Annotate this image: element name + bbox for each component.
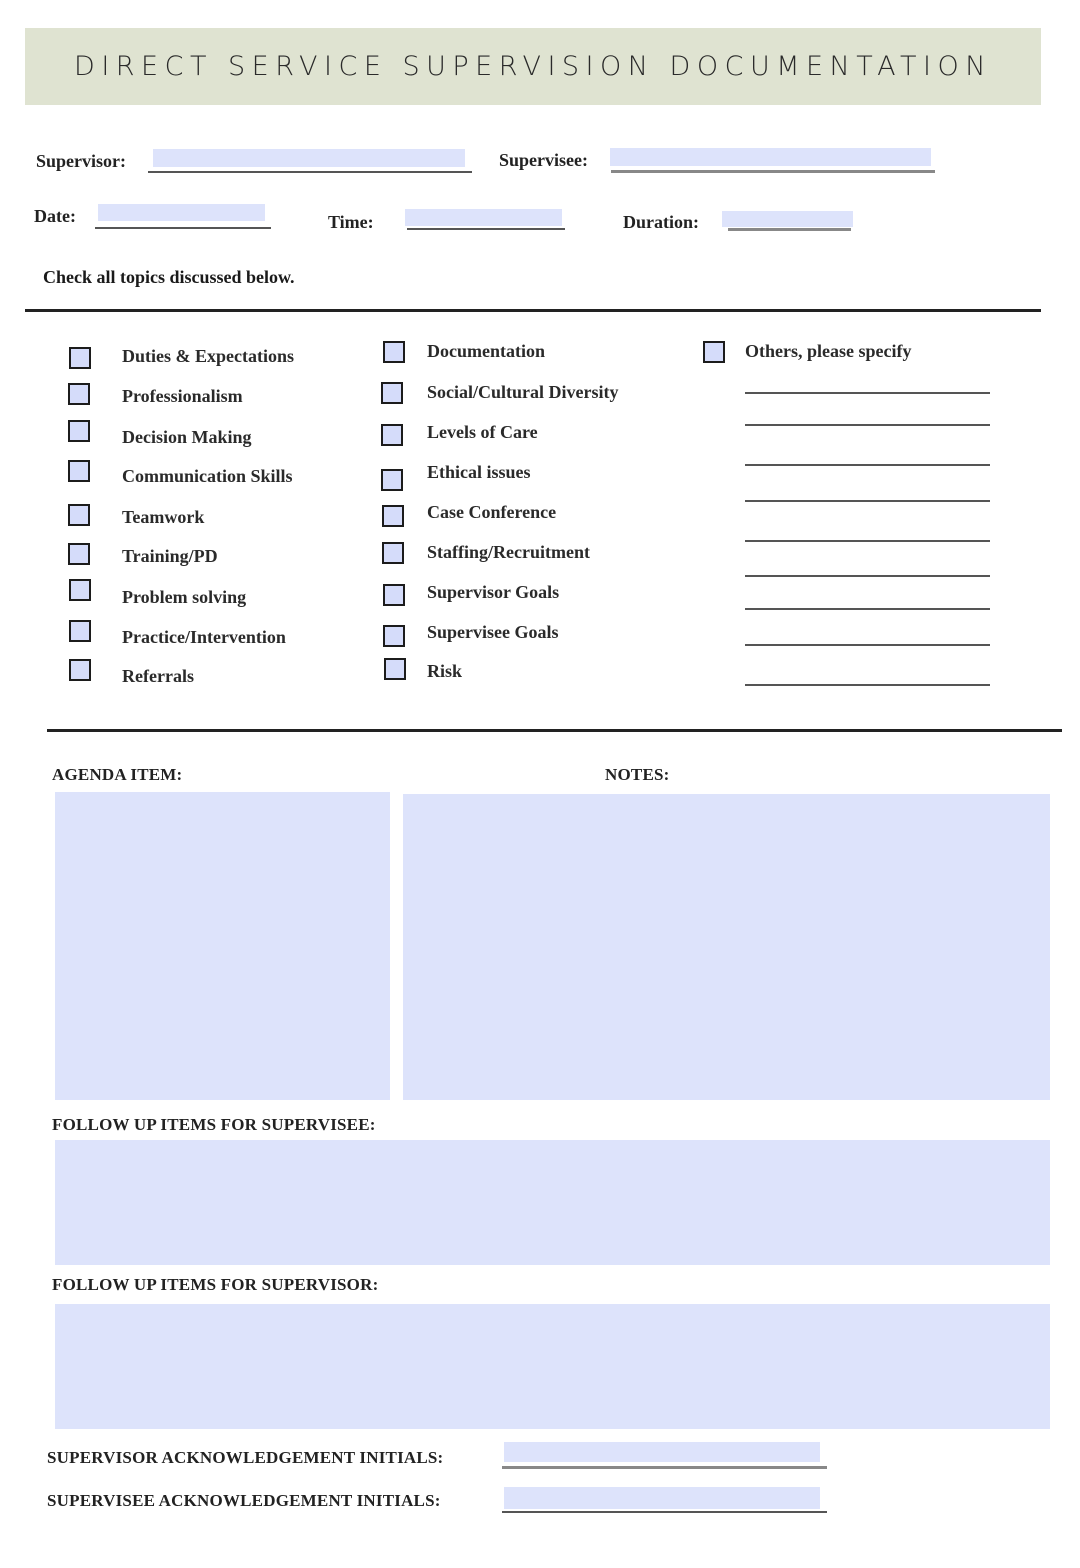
topic-label: Duties & Expectations [122,346,294,366]
checkbox-documentation[interactable] [383,341,405,363]
topic-label: Supervisee Goals [427,622,559,642]
checkbox-decision-making[interactable] [68,420,90,442]
supervisee-initials-underline [502,1511,827,1513]
agenda-item-label: AGENDA ITEM: [52,765,183,784]
topic-label: Referrals [122,666,194,686]
checkbox-social-cultural-diversity[interactable] [381,382,403,404]
specify-line[interactable] [745,684,990,686]
checkbox-others[interactable] [703,341,725,363]
supervisee-initials-field[interactable] [504,1487,820,1509]
duration-field[interactable] [722,211,853,227]
checkbox-supervisor-goals[interactable] [383,584,405,606]
topic-label: Ethical issues [427,462,531,482]
time-underline [407,228,565,230]
duration-underline [728,228,851,231]
followup-supervisor-label: FOLLOW UP ITEMS FOR SUPERVISOR: [52,1275,379,1294]
supervisor-initials-underline [502,1466,827,1469]
followup-supervisee-textarea[interactable] [55,1140,1050,1265]
checkbox-referrals[interactable] [69,659,91,681]
followup-supervisor-textarea[interactable] [55,1304,1050,1429]
specify-line[interactable] [745,464,990,466]
checkbox-duties-expectations[interactable] [69,347,91,369]
topic-label: Staffing/Recruitment [427,542,590,562]
topics-instruction: Check all topics discussed below. [43,267,295,287]
checkbox-case-conference[interactable] [382,505,404,527]
supervisor-initials-field[interactable] [504,1442,820,1462]
specify-line[interactable] [745,644,990,646]
specify-line[interactable] [745,424,990,426]
checkbox-ethical-issues[interactable] [381,469,403,491]
duration-label: Duration: [623,212,699,232]
topic-label: Practice/Intervention [122,627,286,647]
specify-line[interactable] [745,540,990,542]
title-banner [25,28,1041,105]
topic-label: Social/Cultural Diversity [427,382,619,402]
supervisee-label: Supervisee: [499,150,588,170]
topic-label: Others, please specify [745,341,912,361]
topic-label: Risk [427,661,463,681]
specify-line[interactable] [745,500,990,502]
agenda-item-textarea[interactable] [55,792,390,1100]
document-title: DIRECT SERVICE SUPERVISION DOCUMENTATION [74,51,992,82]
specify-line[interactable] [745,392,990,394]
notes-textarea[interactable] [403,794,1050,1100]
topic-label: Professionalism [122,386,243,406]
checkbox-risk[interactable] [384,658,406,680]
topic-label: Supervisor Goals [427,582,560,602]
topic-label: Problem solving [122,587,247,607]
checkbox-training-pd[interactable] [68,543,90,565]
checkbox-staffing-recruitment[interactable] [382,542,404,564]
supervisor-label: Supervisor: [36,151,126,171]
topic-label: Training/PD [122,546,218,566]
checkbox-problem-solving[interactable] [69,579,91,601]
topic-label: Case Conference [427,502,557,522]
checkbox-teamwork[interactable] [68,504,90,526]
topic-label: Communication Skills [122,466,293,486]
supervisee-initials-label: SUPERVISEE ACKNOWLEDGEMENT INITIALS: [47,1491,441,1510]
checkbox-supervisee-goals[interactable] [383,625,405,647]
divider-middle [47,729,1062,732]
notes-label: NOTES: [605,765,670,784]
checkbox-communication-skills[interactable] [68,460,90,482]
followup-supervisee-label: FOLLOW UP ITEMS FOR SUPERVISEE: [52,1115,376,1134]
supervisor-underline [148,171,472,173]
supervisor-initials-label: SUPERVISOR ACKNOWLEDGEMENT INITIALS: [47,1448,444,1467]
date-underline [95,227,271,229]
specify-line[interactable] [745,608,990,610]
supervisee-underline [611,170,935,173]
topic-label: Teamwork [122,507,205,527]
checkbox-practice-intervention[interactable] [69,620,91,642]
divider-top [25,309,1041,312]
checkbox-levels-of-care[interactable] [381,424,403,446]
supervisee-field[interactable] [610,148,931,166]
supervisor-field[interactable] [153,149,465,167]
topic-label: Decision Making [122,427,252,447]
checkbox-professionalism[interactable] [68,383,90,405]
specify-line[interactable] [745,575,990,577]
date-label: Date: [34,206,76,226]
topic-label: Documentation [427,341,545,361]
topic-label: Levels of Care [427,422,538,442]
time-label: Time: [328,212,374,232]
date-field[interactable] [98,204,265,221]
time-field[interactable] [405,209,562,226]
